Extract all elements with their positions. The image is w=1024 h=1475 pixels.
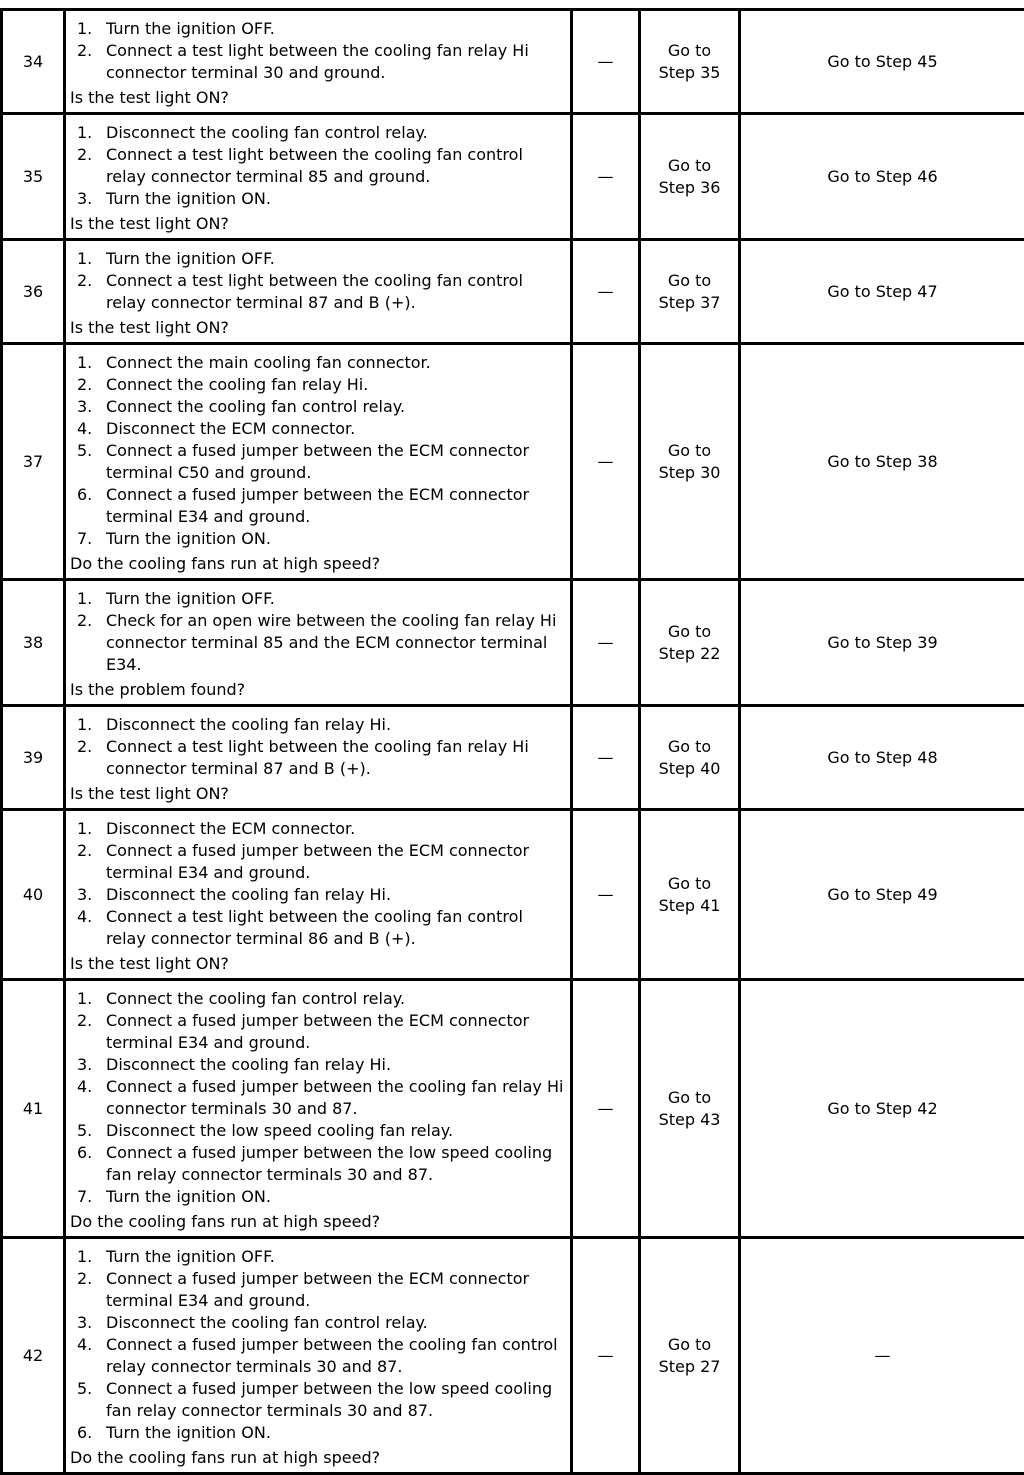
action-item-text: Turn the ignition OFF. (106, 18, 566, 40)
action-item-number: 1. (70, 588, 106, 610)
action-item-number: 2. (70, 1268, 106, 1312)
table-row (2, 114, 1024, 240)
action-item (70, 714, 566, 736)
action-item-text: Connect a fused jumper between the ECM connector terminal E34 and ground. (106, 1268, 566, 1312)
action-item (70, 374, 566, 396)
action-item-number: 4. (70, 1334, 106, 1378)
action-cell (65, 114, 572, 240)
action-item-text: Turn the ignition ON. (106, 1186, 566, 1208)
action-item (70, 144, 566, 188)
action-item-text: Disconnect the cooling fan relay Hi. (106, 1054, 566, 1076)
no-cell: Go to Step 48 (740, 706, 1024, 810)
action-item-text: Turn the ignition ON. (106, 528, 566, 550)
action-item-text: Turn the ignition OFF. (106, 1246, 566, 1268)
table-row (2, 344, 1024, 580)
action-cell (65, 980, 572, 1238)
action-list (70, 714, 566, 780)
action-item-text: Connect a fused jumper between the cooling fan relay Hi connector terminals 30 and 87. (106, 1076, 566, 1120)
action-item-number: 2. (70, 270, 106, 314)
yes-cell: Go to Step 22 (640, 580, 740, 706)
action-item (70, 1422, 566, 1444)
action-item (70, 40, 566, 84)
action-list (70, 1246, 566, 1444)
value-cell: — (572, 114, 640, 240)
question-text: Is the test light ON? (70, 317, 566, 339)
action-cell (65, 1238, 572, 1474)
table-row (2, 980, 1024, 1238)
action-list (70, 818, 566, 950)
action-list (70, 988, 566, 1208)
action-item-text: Disconnect the cooling fan relay Hi. (106, 714, 566, 736)
yes-cell: Go to Step 30 (640, 344, 740, 580)
action-item (70, 736, 566, 780)
action-item-text: Connect a test light between the cooling fan control relay connector terminal 86 and B (+). (106, 906, 566, 950)
action-item-number: 2. (70, 1010, 106, 1054)
action-cell (65, 706, 572, 810)
no-cell: Go to Step 46 (740, 114, 1024, 240)
action-item-text: Turn the ignition ON. (106, 188, 566, 210)
value-cell: — (572, 344, 640, 580)
action-item-number: 4. (70, 906, 106, 950)
value-cell: — (572, 810, 640, 980)
action-item-number: 2. (70, 40, 106, 84)
question-text: Is the test light ON? (70, 953, 566, 975)
table-row (2, 10, 1024, 114)
no-cell: Go to Step 42 (740, 980, 1024, 1238)
action-list (70, 588, 566, 676)
value-cell: — (572, 580, 640, 706)
table-row (2, 580, 1024, 706)
action-item-text: Disconnect the ECM connector. (106, 418, 566, 440)
yes-cell: Go to Step 40 (640, 706, 740, 810)
action-item (70, 122, 566, 144)
action-item-text: Disconnect the ECM connector. (106, 818, 566, 840)
action-item-text: Connect a fused jumper between the ECM connector terminal E34 and ground. (106, 1010, 566, 1054)
action-item-text: Check for an open wire between the cooling fan relay Hi connector terminal 85 and the ECM connector terminal E34. (106, 610, 566, 676)
yes-cell: Go to Step 43 (640, 980, 740, 1238)
question-text: Do the cooling fans run at high speed? (70, 1447, 566, 1469)
action-item-number: 1. (70, 988, 106, 1010)
action-cell (65, 810, 572, 980)
action-item-number: 1. (70, 1246, 106, 1268)
action-list (70, 248, 566, 314)
action-list (70, 18, 566, 84)
no-cell: Go to Step 47 (740, 240, 1024, 344)
action-item-number: 2. (70, 610, 106, 676)
action-item-number: 2. (70, 144, 106, 188)
question-text: Is the test light ON? (70, 87, 566, 109)
action-item-text: Connect the cooling fan control relay. (106, 988, 566, 1010)
action-list (70, 122, 566, 210)
no-cell: Go to Step 45 (740, 10, 1024, 114)
step-number: 39 (2, 706, 65, 810)
action-item (70, 1076, 566, 1120)
yes-cell: Go to Step 37 (640, 240, 740, 344)
action-item (70, 1268, 566, 1312)
action-item-text: Turn the ignition OFF. (106, 588, 566, 610)
action-item-text: Connect a fused jumper between the low speed cooling fan relay connector terminals 30 and 87. (106, 1378, 566, 1422)
action-item (70, 352, 566, 374)
action-item-number: 1. (70, 122, 106, 144)
action-item-text: Connect a fused jumper between the cooling fan control relay connector terminals 30 and 87. (106, 1334, 566, 1378)
action-item-text: Connect a fused jumper between the ECM connector terminal E34 and ground. (106, 484, 566, 528)
action-item-text: Disconnect the cooling fan control relay. (106, 122, 566, 144)
value-cell: — (572, 706, 640, 810)
action-item (70, 818, 566, 840)
step-number: 37 (2, 344, 65, 580)
action-item-number: 4. (70, 1076, 106, 1120)
action-item (70, 1186, 566, 1208)
action-item (70, 1054, 566, 1076)
action-item-text: Connect a test light between the cooling fan control relay connector terminal 87 and B (+). (106, 270, 566, 314)
action-item (70, 610, 566, 676)
action-cell (65, 580, 572, 706)
question-text: Do the cooling fans run at high speed? (70, 553, 566, 575)
yes-cell: Go to Step 36 (640, 114, 740, 240)
question-text: Is the test light ON? (70, 213, 566, 235)
action-item (70, 418, 566, 440)
table-row (2, 706, 1024, 810)
step-number: 35 (2, 114, 65, 240)
action-item-number: 2. (70, 736, 106, 780)
action-item-text: Disconnect the cooling fan relay Hi. (106, 884, 566, 906)
action-item-number: 2. (70, 374, 106, 396)
step-number: 34 (2, 10, 65, 114)
step-number: 42 (2, 1238, 65, 1474)
action-item-number: 6. (70, 1142, 106, 1186)
action-cell (65, 344, 572, 580)
action-item-text: Connect the main cooling fan connector. (106, 352, 566, 374)
action-item-number: 5. (70, 1378, 106, 1422)
action-item-text: Disconnect the cooling fan control relay. (106, 1312, 566, 1334)
action-item-number: 6. (70, 1422, 106, 1444)
action-item-number: 7. (70, 528, 106, 550)
action-item-number: 2. (70, 840, 106, 884)
action-item-text: Connect the cooling fan relay Hi. (106, 374, 566, 396)
action-item-text: Turn the ignition OFF. (106, 248, 566, 270)
action-item (70, 440, 566, 484)
action-item (70, 18, 566, 40)
action-item (70, 396, 566, 418)
action-item-text: Connect a fused jumper between the ECM connector terminal C50 and ground. (106, 440, 566, 484)
action-item (70, 528, 566, 550)
step-number: 40 (2, 810, 65, 980)
action-item (70, 1378, 566, 1422)
question-text: Do the cooling fans run at high speed? (70, 1211, 566, 1233)
action-item-number: 1. (70, 18, 106, 40)
question-text: Is the test light ON? (70, 783, 566, 805)
action-item (70, 1142, 566, 1186)
action-item (70, 884, 566, 906)
step-number: 38 (2, 580, 65, 706)
action-item-text: Connect a test light between the cooling fan control relay connector terminal 85 and ground. (106, 144, 566, 188)
table-row (2, 810, 1024, 980)
action-item-number: 3. (70, 884, 106, 906)
action-item (70, 484, 566, 528)
no-cell: Go to Step 38 (740, 344, 1024, 580)
question-text: Is the problem found? (70, 679, 566, 701)
action-item-number: 3. (70, 188, 106, 210)
action-item-number: 1. (70, 818, 106, 840)
action-item-number: 6. (70, 484, 106, 528)
action-item (70, 188, 566, 210)
action-item (70, 1010, 566, 1054)
action-item (70, 270, 566, 314)
action-item (70, 1120, 566, 1142)
action-item-number: 4. (70, 418, 106, 440)
action-item (70, 840, 566, 884)
action-item (70, 906, 566, 950)
action-item-number: 1. (70, 352, 106, 374)
value-cell: — (572, 980, 640, 1238)
action-item-text: Connect a test light between the cooling fan relay Hi connector terminal 30 and ground. (106, 40, 566, 84)
action-item-number: 5. (70, 1120, 106, 1142)
action-item-number: 3. (70, 1054, 106, 1076)
action-item-number: 1. (70, 714, 106, 736)
diagnostic-table-body (2, 10, 1024, 1474)
step-number: 41 (2, 980, 65, 1238)
action-cell (65, 10, 572, 114)
action-item (70, 988, 566, 1010)
action-item-number: 3. (70, 1312, 106, 1334)
action-item-text: Connect a fused jumper between the ECM connector terminal E34 and ground. (106, 840, 566, 884)
action-item-number: 5. (70, 440, 106, 484)
action-item (70, 1334, 566, 1378)
table-row (2, 240, 1024, 344)
step-number: 36 (2, 240, 65, 344)
action-item (70, 1312, 566, 1334)
action-item (70, 1246, 566, 1268)
value-cell: — (572, 1238, 640, 1474)
action-item-text: Disconnect the low speed cooling fan relay. (106, 1120, 566, 1142)
action-item (70, 248, 566, 270)
no-cell: — (740, 1238, 1024, 1474)
action-item-number: 3. (70, 396, 106, 418)
action-item-text: Connect a fused jumper between the low speed cooling fan relay connector terminals 30 and 87. (106, 1142, 566, 1186)
table-row (2, 1238, 1024, 1474)
value-cell: — (572, 10, 640, 114)
yes-cell: Go to Step 41 (640, 810, 740, 980)
action-cell (65, 240, 572, 344)
action-item-number: 1. (70, 248, 106, 270)
yes-cell: Go to Step 35 (640, 10, 740, 114)
no-cell: Go to Step 49 (740, 810, 1024, 980)
action-item-text: Turn the ignition ON. (106, 1422, 566, 1444)
diagnostic-table (0, 8, 1024, 1475)
value-cell: — (572, 240, 640, 344)
action-item (70, 588, 566, 610)
action-item-text: Connect the cooling fan control relay. (106, 396, 566, 418)
action-list (70, 352, 566, 550)
action-item-number: 7. (70, 1186, 106, 1208)
yes-cell: Go to Step 27 (640, 1238, 740, 1474)
action-item-text: Connect a test light between the cooling fan relay Hi connector terminal 87 and B (+). (106, 736, 566, 780)
no-cell: Go to Step 39 (740, 580, 1024, 706)
